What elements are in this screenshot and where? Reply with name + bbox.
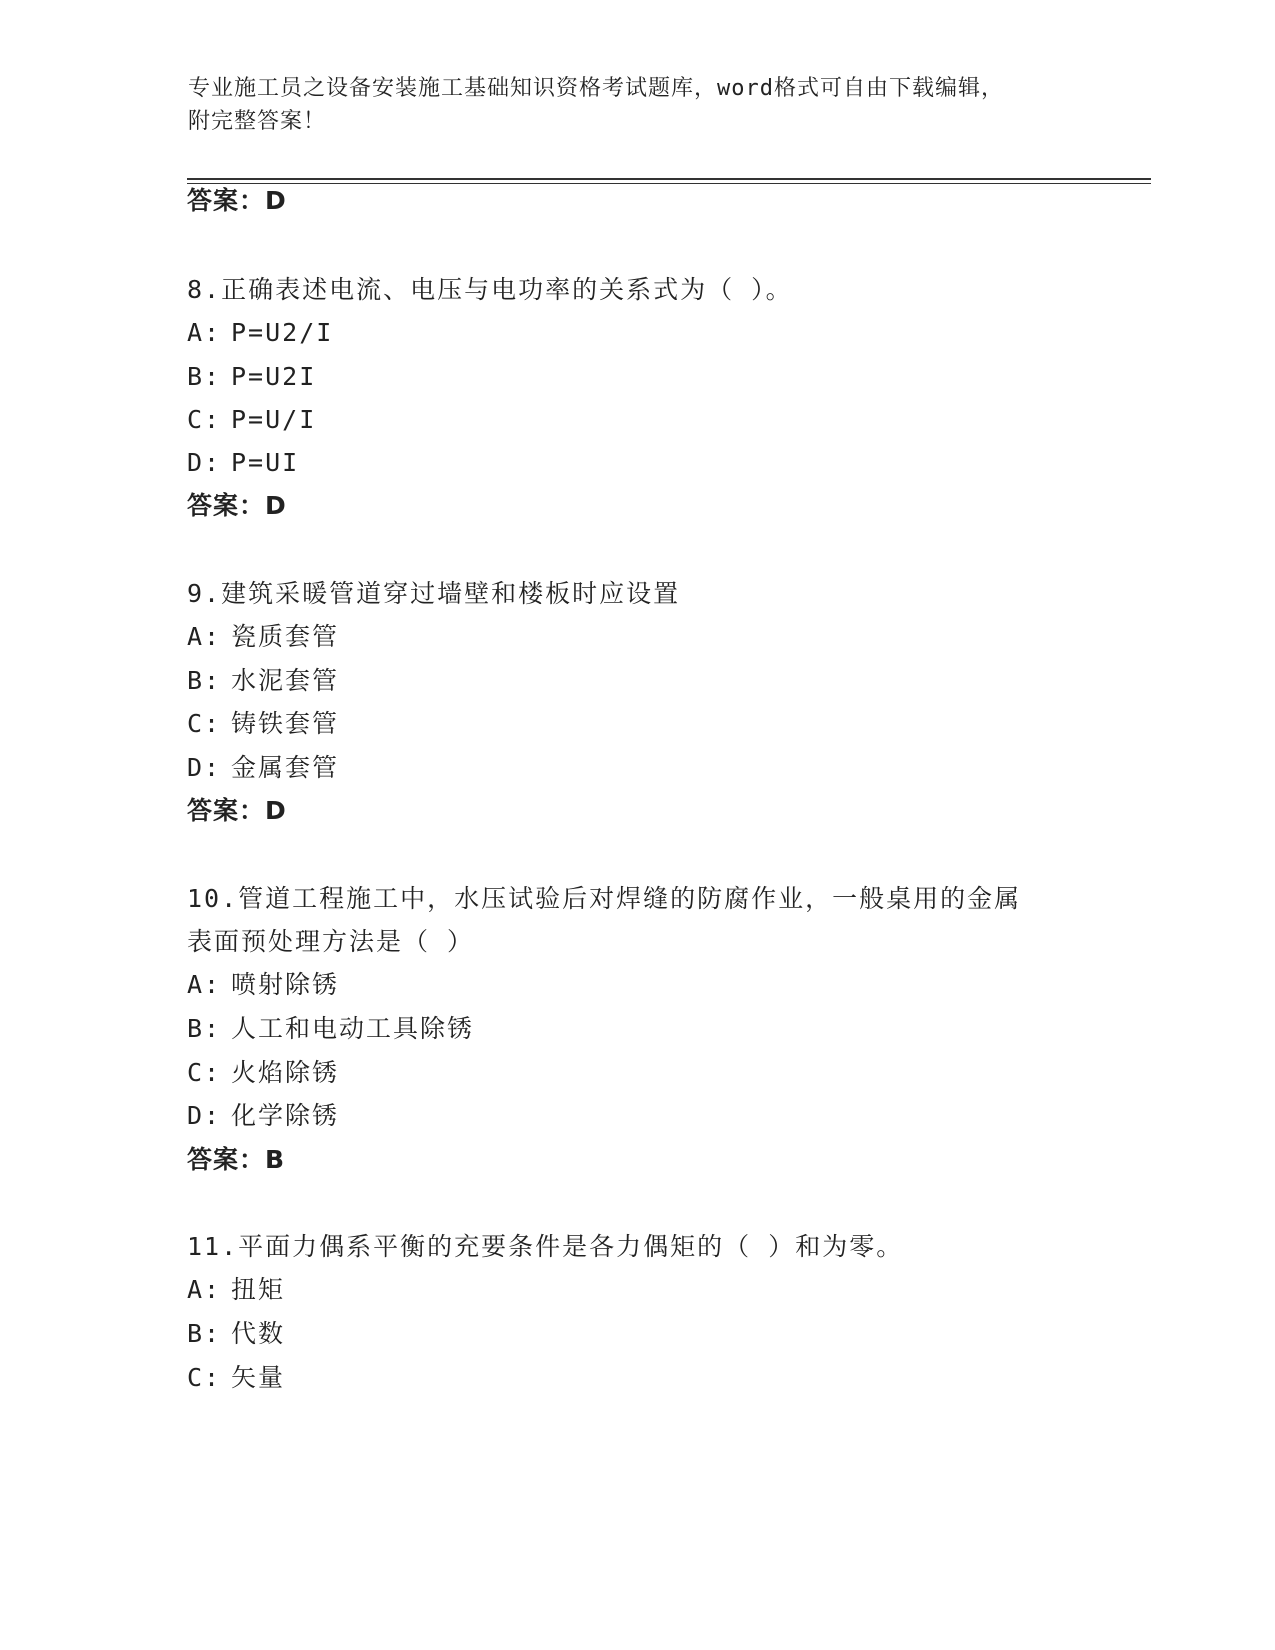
option-text: P=U2/I — [231, 318, 334, 347]
header-divider-thick — [187, 178, 1151, 180]
question-9-stem: 9.建筑采暖管道穿过墙壁和楼板时应设置 — [187, 579, 681, 608]
question-9-option-a — [187, 622, 339, 652]
option-label: A: — [187, 1275, 222, 1304]
option-text: 人工和电动工具除锈 — [231, 1014, 475, 1043]
question-8-option-d — [187, 448, 299, 478]
previous-answer: 答案：D — [187, 186, 287, 215]
question-10-option-a — [187, 970, 339, 1000]
option-label: B: — [187, 1014, 222, 1043]
option-text: P=U/I — [231, 405, 317, 434]
question-10-stem-line-1: 10.管道工程施工中，水压试验后对焊缝的防腐作业，一般桌用的金属 — [187, 884, 1022, 913]
option-text: 矢量 — [231, 1363, 286, 1392]
header-line-1: 专业施工员之设备安装施工基础知识资格考试题库，word格式可自由下载编辑， — [188, 76, 1004, 101]
option-label: C: — [187, 1058, 222, 1087]
header-line-2: 附完整答案！ — [188, 109, 327, 134]
option-label: A: — [187, 318, 222, 347]
question-9-option-b — [187, 666, 339, 696]
question-9-option-c — [187, 709, 339, 739]
option-label: B: — [187, 1319, 222, 1348]
option-text: 化学除锈 — [231, 1101, 340, 1130]
question-8-option-a — [187, 318, 333, 348]
option-text: 铸铁套管 — [231, 709, 340, 738]
question-8-stem: 8.正确表述电流、电压与电功率的关系式为（ ）。 — [187, 275, 793, 304]
document-header — [188, 72, 1088, 138]
question-8-option-c — [187, 405, 316, 435]
option-label: C: — [187, 1363, 222, 1392]
option-label: D: — [187, 448, 222, 477]
question-10-option-b — [187, 1014, 474, 1044]
question-9-answer: 答案：D — [187, 796, 287, 825]
option-text: 水泥套管 — [231, 666, 340, 695]
option-text: 瓷质套管 — [231, 622, 340, 651]
header-divider-thin — [187, 183, 1151, 184]
question-10-answer: 答案：B — [187, 1145, 286, 1174]
option-text: 火焰除锈 — [231, 1058, 340, 1087]
option-label: B: — [187, 666, 222, 695]
option-text: 扭矩 — [231, 1275, 286, 1304]
option-label: A: — [187, 622, 222, 651]
option-text: 代数 — [231, 1319, 286, 1348]
question-8-answer: 答案：D — [187, 491, 287, 520]
option-label: C: — [187, 405, 222, 434]
question-11-option-c — [187, 1363, 285, 1393]
question-10-option-c — [187, 1058, 339, 1088]
question-10-option-d — [187, 1101, 339, 1131]
question-11-option-a — [187, 1275, 285, 1305]
question-11-option-b — [187, 1319, 285, 1349]
question-10-stem-line-2: 表面预处理方法是（ ） — [187, 927, 475, 956]
question-11-stem: 11.平面力偶系平衡的充要条件是各力偶矩的（ ）和为零。 — [187, 1232, 904, 1261]
option-label: A: — [187, 970, 222, 999]
option-text: 喷射除锈 — [231, 970, 340, 999]
option-label: D: — [187, 753, 222, 782]
option-label: B: — [187, 362, 222, 391]
option-text: P=U2I — [231, 362, 317, 391]
question-8-option-b — [187, 362, 316, 392]
option-label: C: — [187, 709, 222, 738]
question-9-option-d — [187, 753, 339, 783]
option-text: P=UI — [231, 448, 300, 477]
option-label: D: — [187, 1101, 222, 1130]
option-text: 金属套管 — [231, 753, 340, 782]
